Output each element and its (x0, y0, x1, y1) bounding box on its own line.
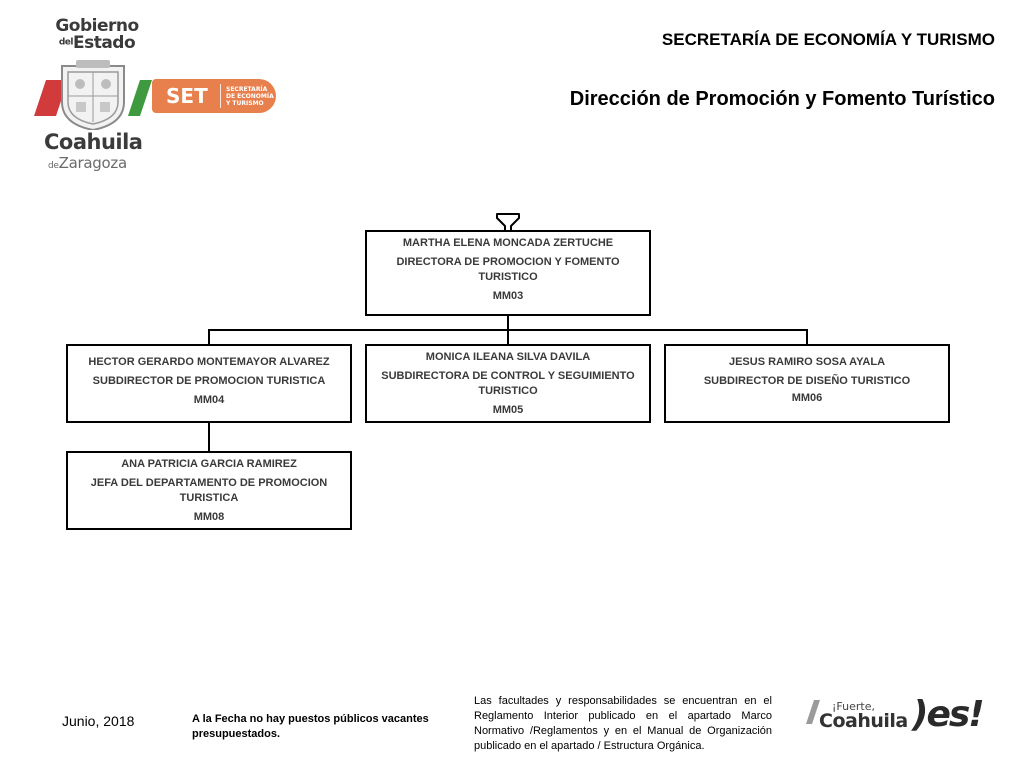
set-label: SET (166, 84, 208, 108)
sub2-title: SUBDIRECTORA DE CONTROL Y SEGUIMIENTO TURISTICO (381, 370, 635, 397)
connector-sub1 (208, 329, 210, 345)
sub3-name: JESUS RAMIRO SOSA AYALA (728, 356, 886, 368)
jefa-name: ANA PATRICIA GARCIA RAMIREZ (121, 458, 297, 470)
state-name: Coahuila (44, 130, 143, 154)
sub1-title: SUBDIRECTOR DE PROMOCION TURISTICA (92, 375, 326, 387)
set-subtitle: SECRETARÍA DE ECONOMÍA Y TURISMO (226, 85, 274, 107)
jefa-title: JEFA DEL DEPARTAMENTO DE PROMOCION TURISTICA (90, 477, 328, 504)
state-zaragoza: Zaragoza (58, 154, 127, 172)
jefa-code: MM08 (193, 511, 225, 523)
org-box-director (365, 230, 651, 316)
gobierno-del: del (58, 37, 73, 48)
slogan-coahuila: Coahuila (819, 710, 908, 732)
division-title: Dirección de Promoción y Fomento Turístico (569, 88, 995, 110)
org-box-subdirector-diseno (664, 344, 950, 423)
department-title: SECRETARÍA DE ECONOMÍA Y TURISMO (661, 30, 995, 49)
director-name: MARTHA ELENA MONCADA ZERTUCHE (402, 237, 614, 249)
connector-sub3 (806, 329, 808, 345)
sub2-code: MM05 (492, 404, 524, 416)
slogan-es: )es! (912, 694, 983, 735)
set-logo (152, 79, 276, 113)
slogan-small: ¡Fuerte, (832, 700, 875, 713)
sub1-name: HECTOR GERARDO MONTEMAYOR ALVAREZ (88, 356, 330, 368)
sub1-code: MM04 (193, 394, 225, 406)
director-code: MM03 (492, 290, 524, 302)
connector-sub1-jefa (208, 423, 210, 451)
up-arrow-icon (495, 210, 521, 232)
org-box-subdirector-promocion (66, 344, 352, 423)
gobierno-estado: Estado (72, 33, 136, 53)
director-title: DIRECTORA DE PROMOCION Y FOMENTO TURISTICO (396, 256, 620, 283)
slogan-slash-icon (806, 700, 820, 724)
connector-sub2 (507, 329, 509, 345)
state-crest-icon (32, 58, 154, 130)
state-subtitle (48, 154, 127, 172)
connector-director-down (507, 316, 509, 330)
footer-facultades-note: Las facultades y responsabilidades se encuentran en el Reglamento Interior publicado en el apartado Marco Normativo /Reglamentos y en el Manual de Organización publicado en el apartado / Estructura Orgánica. (474, 695, 772, 752)
gobierno-line1: Gobierno (55, 16, 139, 36)
gobierno-logo-text (52, 18, 142, 52)
gobierno-line2 (52, 35, 142, 52)
footer-vacancy-note: A la Fecha no hay puestos públicos vacantes presupuestados. (192, 713, 429, 740)
set-divider (220, 84, 221, 108)
footer-date: Junio, 2018 (62, 713, 135, 729)
sub3-code: MM06 (791, 392, 823, 404)
org-box-jefa-departamento (66, 451, 352, 530)
org-box-subdirectora-control (365, 344, 651, 423)
sub2-name: MONICA ILEANA SILVA DAVILA (425, 351, 591, 363)
state-de: de (48, 161, 59, 171)
sub3-title: SUBDIRECTOR DE DISEÑO TURISTICO (703, 375, 911, 387)
